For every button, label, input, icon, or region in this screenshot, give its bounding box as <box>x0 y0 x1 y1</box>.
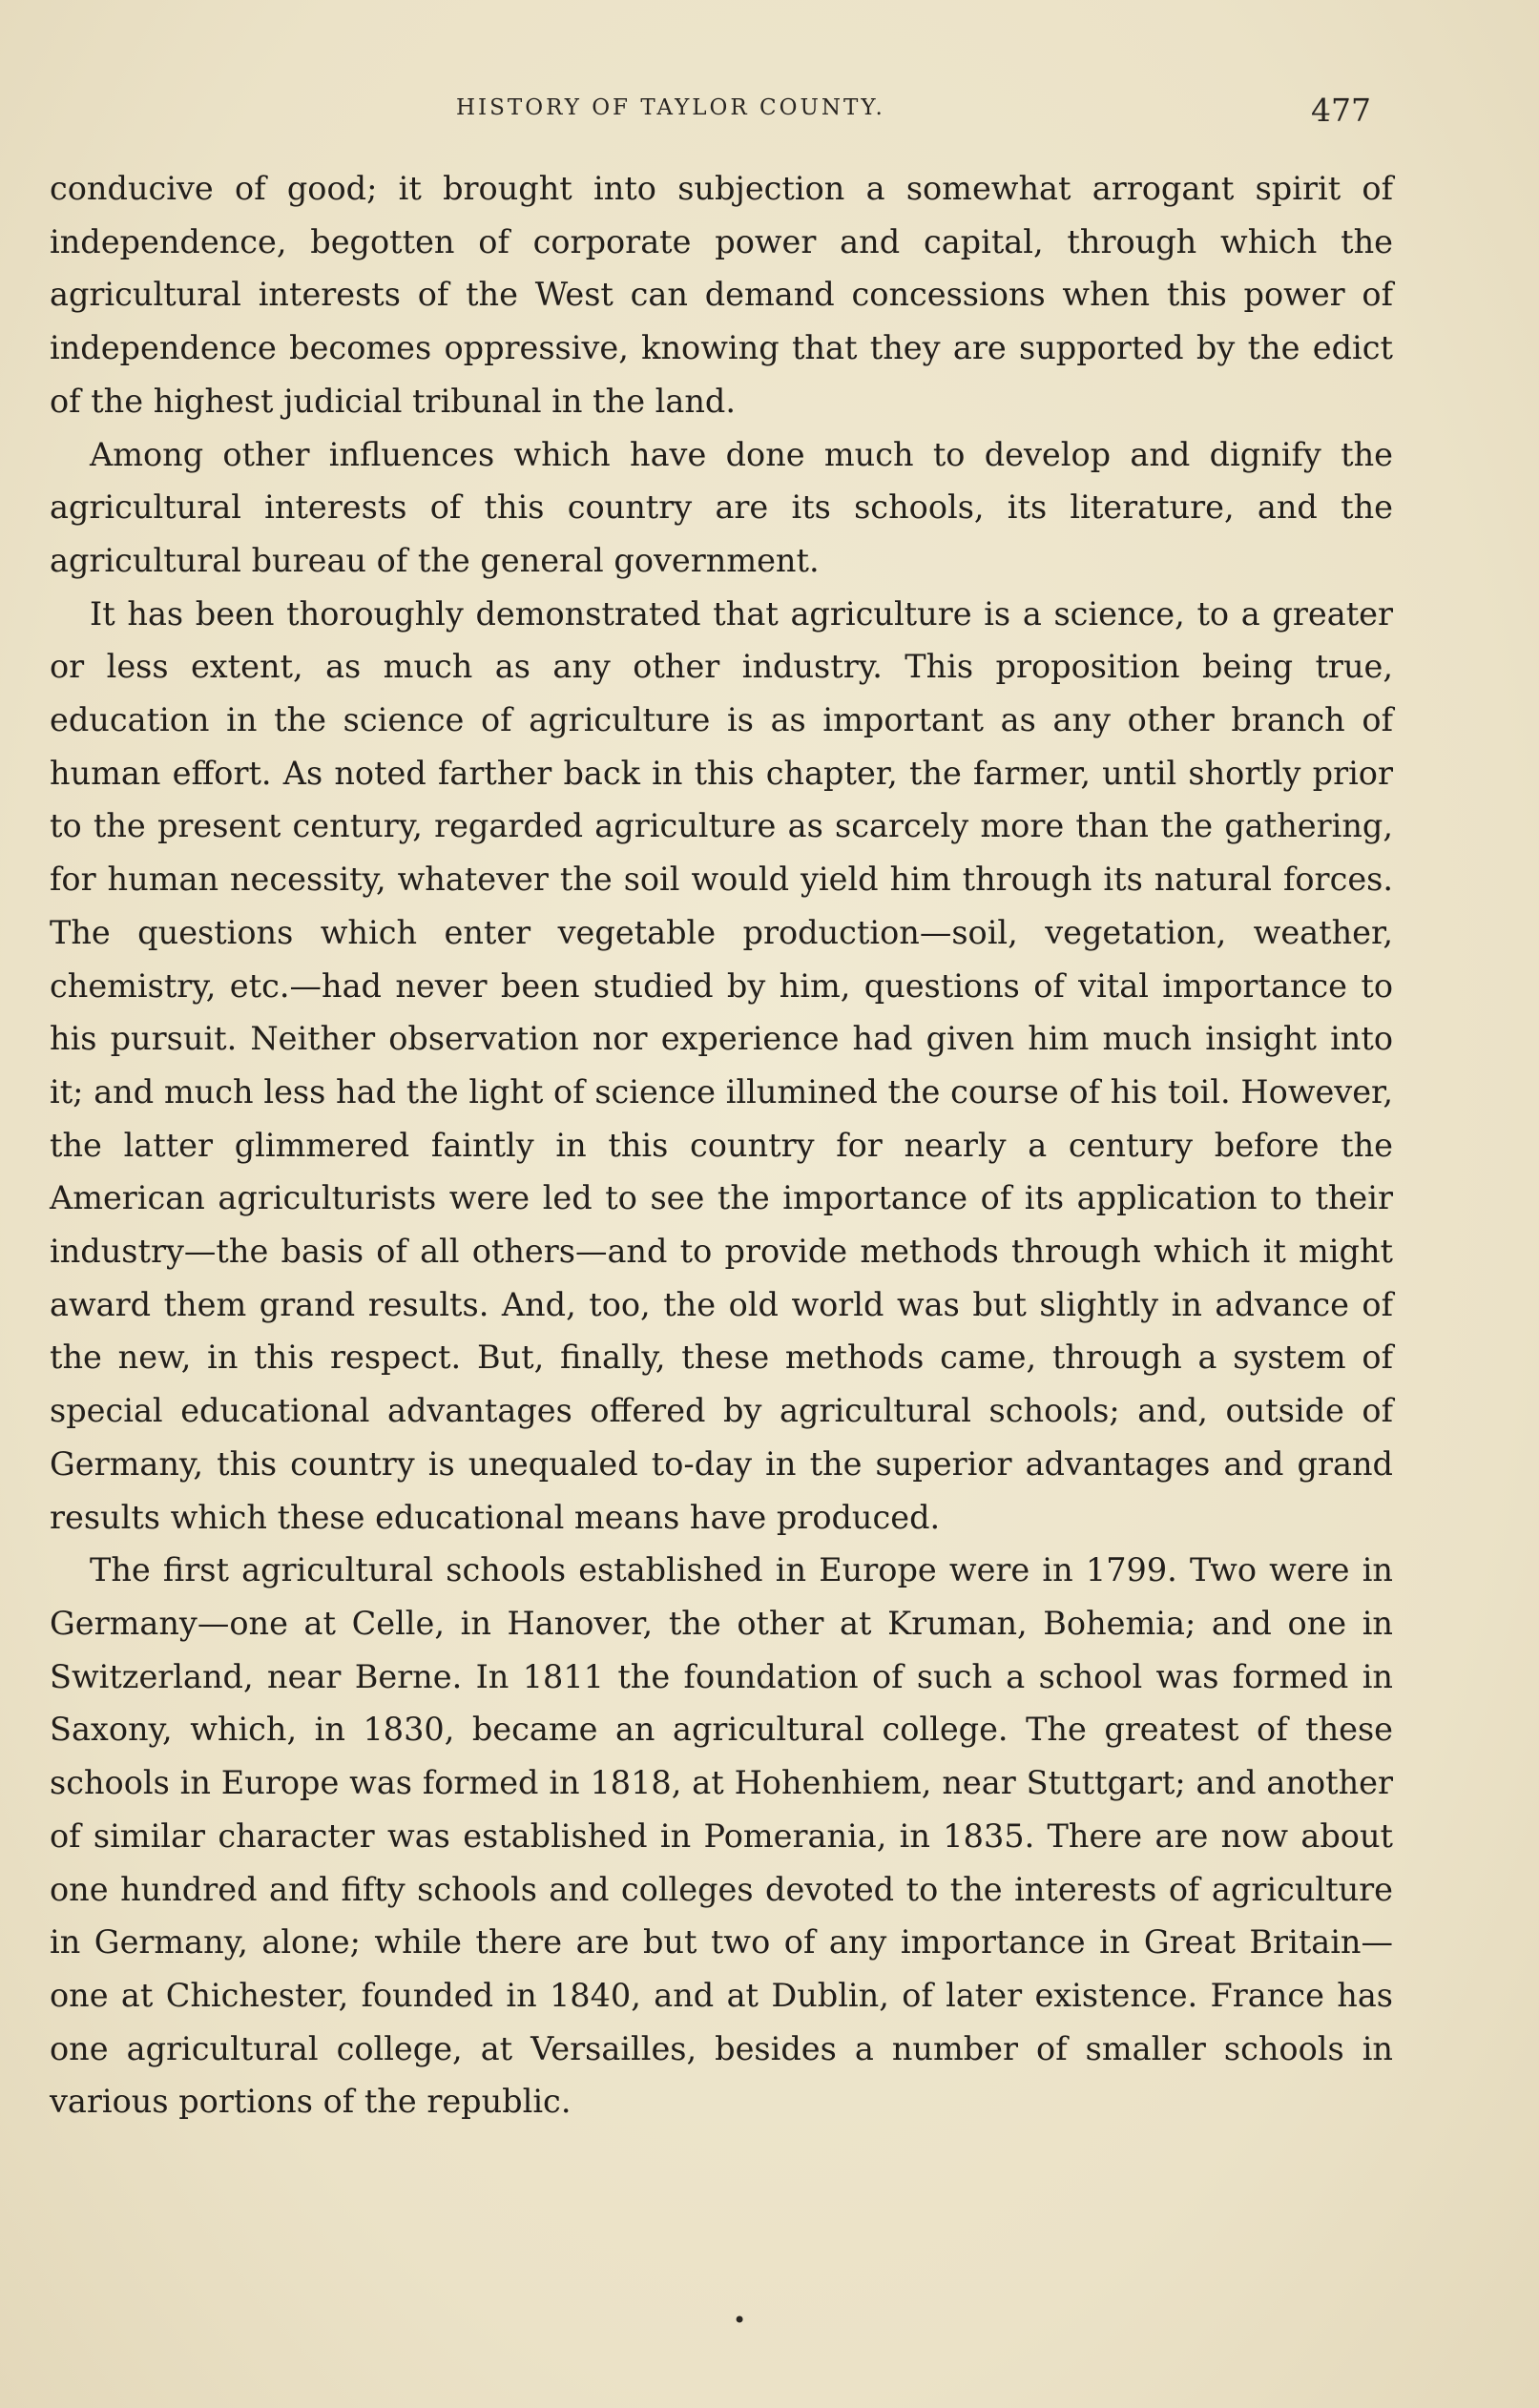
paragraph-first-schools: The first agricultural schools established in Europe were in 1799. Two were in Germany—one at Celle, in Hanover, the other at Kruman, Bohemia; and one in Switzerland, near Berne. In 1811 the foundation of such a school was formed in Saxony, which, in 1830, became an agricultural college. The greatest of these schools in Europe was formed in 1818, at Hohenhiem, near Stuttgart; and another of similar character was established in Pomerania, in 1835. There are now about one hundred and fifty schools and colleges devoted to the interests of agriculture in Germany, alone; while there are but two of any importance in Great Britain—one at Chichester, founded in 1840, and at Dublin, of later existence. France has one agricultural college, at Versailles, besides a number of smaller schools in various portions of the republic. <box>50 1551 1393 2121</box>
footer-mark: • <box>733 2307 747 2334</box>
page-number: 477 <box>1311 92 1371 129</box>
running-head <box>0 92 1539 130</box>
running-title: HISTORY OF TAYLOR COUNTY. <box>456 95 885 120</box>
paragraph-continued: conducive of good; it brought into subjection a somewhat arrogant spirit of independence, begotten of corporate power and capital, through which the agricultural interests of the West can demand concessions when this power of independence becomes oppressive, knowing that they are supported by the edict of the highest judicial tribunal in the land. <box>50 170 1393 420</box>
body-text <box>50 162 1393 2128</box>
paragraph-agriculture-science: It has been thoroughly demonstrated that agriculture is a science, to a greater or less extent, as much as any other industry. This proposition being true, education in the science of agriculture is as important as any other branch of human effort. As noted farther back in this chapter, the farmer, until shortly prior to the present century, regarded agriculture as scarcely more than the gathering, for human necessity, whatever the soil would yield him through its natural forces. The questions which enter vegetable production—soil, vegetation, weather, chemistry, etc.—had never been studied by him, questions of vital importance to his pursuit. Neither observation nor experience had given him much insight into it; and much less had the light of science illumined the course of his toil. However, the latter glimmered faintly in this country for nearly a century before the American agriculturists were led to see the importance of its application to their industry—the basis of all others—and to provide methods through which it might award them grand results. And, too, the old world was but slightly in advance of the new, in this respect. But, finally, these methods came, through a system of special educational advantages offered by agricultural schools; and, outside of Germany, this country is unequaled to-day in the superior advantages and grand results which these educational means have produced. <box>50 594 1393 1536</box>
paragraph-influences: Among other influences which have done much to develop and dignify the agricultural interests of this country are its schools, its literature, and the agricultural bureau of the general government. <box>50 435 1393 579</box>
